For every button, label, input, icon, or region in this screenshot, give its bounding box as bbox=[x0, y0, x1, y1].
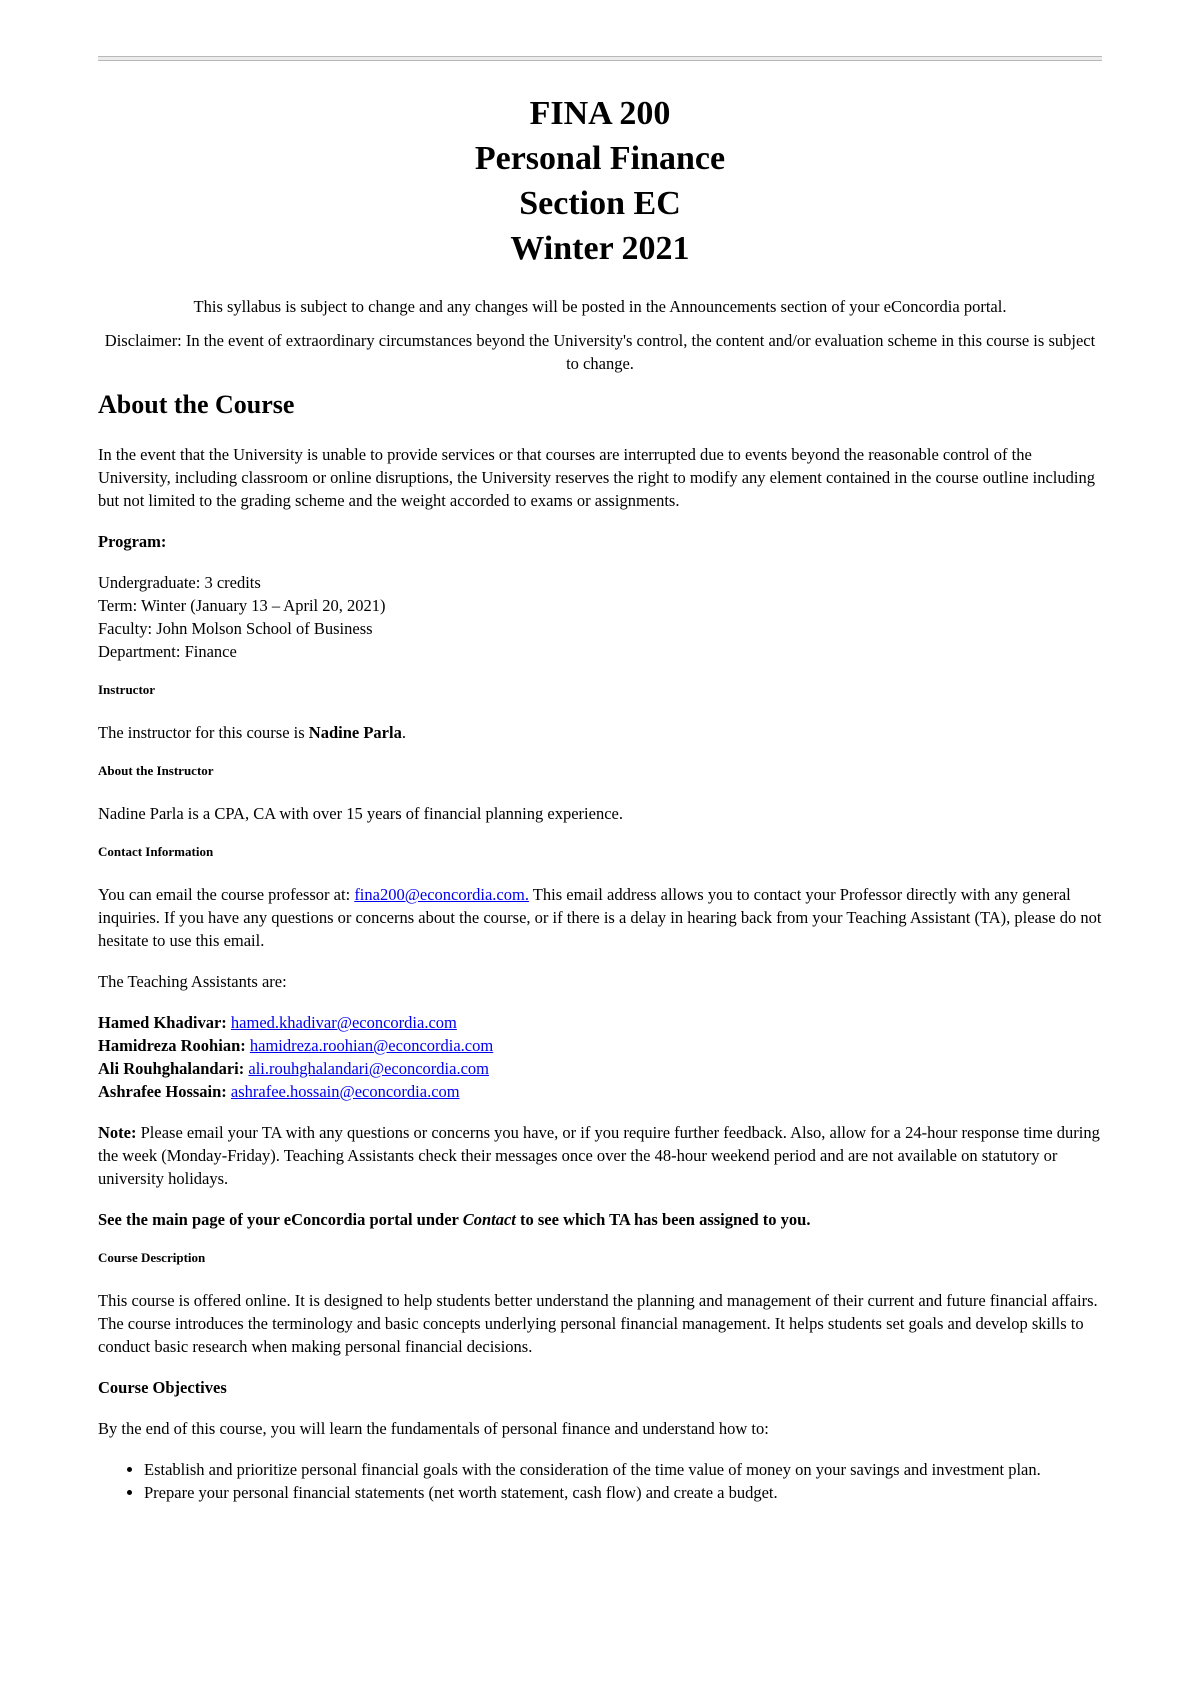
objective-item: • Establish and prioritize personal financial goals with the consideration of the time value of money on your savings and investment plan. bbox=[144, 1458, 1102, 1481]
see-portal-after: to see which TA has been assigned to you. bbox=[515, 1210, 811, 1229]
objectives-list bbox=[98, 1458, 1102, 1504]
contact-paragraph bbox=[98, 883, 1102, 952]
professor-email-link[interactable]: fina200@econcordia.com. bbox=[354, 885, 529, 904]
ta-note-paragraph bbox=[98, 1121, 1102, 1190]
ta-entry bbox=[98, 1011, 1102, 1034]
about-instructor-paragraph: Nadine Parla is a CPA, CA with over 15 years of financial planning experience. bbox=[98, 804, 623, 823]
note-label: Note: bbox=[98, 1123, 137, 1142]
ta-email-link[interactable]: ali.rouhghalandari@econcordia.com bbox=[248, 1059, 489, 1078]
contact-text-after: This email address allows you to contact your Professor directly with any general inquiries. If you have any questions or concerns about the course, or if there is a delay in hearing back from your Teaching Assistant (TA), please do not hesitate to use this email. bbox=[98, 885, 1102, 950]
instructor-text-after: . bbox=[401, 723, 406, 742]
see-portal-contact: Contact bbox=[462, 1210, 516, 1229]
ta-entry bbox=[98, 1080, 1102, 1103]
objective-item: • Prepare your personal financial statements (net worth statement, cash flow) and create a budget. bbox=[144, 1481, 1102, 1504]
ta-name: Hamed Khadivar: bbox=[98, 1013, 227, 1032]
ta-name: Hamidreza Roohian: bbox=[98, 1036, 246, 1055]
note-text: Please email your TA with any questions or concerns you have, or if you require further feedback. Also, allow for a 24-hour response time during the week (Monday-Friday). Teaching Assistants check their messages once over the 48-hour weekend period and are not available on statutory or university holidays. bbox=[98, 1123, 1100, 1188]
program-details bbox=[98, 571, 1102, 663]
ta-entry bbox=[98, 1034, 1102, 1057]
course-objectives-heading: Course Objectives bbox=[98, 1378, 227, 1397]
about-instructor-heading: About the Instructor bbox=[98, 763, 214, 778]
course-title bbox=[98, 91, 1102, 271]
title-line-term: Winter 2021 bbox=[510, 230, 690, 267]
course-objectives-intro: By the end of this course, you will learn the fundamentals of personal finance and understand how to: bbox=[98, 1419, 769, 1438]
see-portal-paragraph bbox=[98, 1208, 1102, 1231]
ta-intro: The Teaching Assistants are: bbox=[98, 972, 287, 991]
ta-email-link[interactable]: hamidreza.roohian@econcordia.com bbox=[249, 1036, 494, 1055]
ta-email-link[interactable]: hamed.khadivar@econcordia.com bbox=[230, 1013, 457, 1032]
ta-list bbox=[98, 1011, 1102, 1103]
about-course-heading: About the Course bbox=[98, 390, 295, 419]
syllabus-note: This syllabus is subject to change and any changes will be posted in the Announcements section of your eConcordia portal. bbox=[193, 297, 1007, 316]
contact-heading: Contact Information bbox=[98, 844, 214, 859]
program-faculty: Faculty: John Molson School of Business bbox=[98, 619, 373, 638]
ta-email-link[interactable]: ashrafee.hossain@econcordia.com bbox=[230, 1082, 460, 1101]
see-portal-before: See the main page of your eConcordia portal under bbox=[98, 1210, 463, 1229]
instructor-heading: Instructor bbox=[98, 682, 156, 697]
program-credits: Undergraduate: 3 credits bbox=[98, 573, 261, 592]
contact-text-before: You can email the course professor at: bbox=[98, 885, 355, 904]
course-description-paragraph: This course is offered online. It is designed to help students better understand the planning and management of their current and future financial affairs. The course introduces the terminology and basic concepts underlying personal financial management. It helps students set goals and develop skills to conduct basic research when making personal financial decisions. bbox=[98, 1291, 1098, 1356]
about-course-paragraph: In the event that the University is unable to provide services or that courses are interrupted due to events beyond the reasonable control of the University, including classroom or online disruptions, the University reserves the right to modify any element contained in the course outline including but not limited to the grading scheme and the weight accorded to exams or assignments. bbox=[98, 445, 1095, 510]
ta-entry bbox=[98, 1057, 1102, 1080]
ta-name: Ashrafee Hossain: bbox=[98, 1082, 227, 1101]
title-line-name: Personal Finance bbox=[474, 140, 726, 177]
instructor-text-before: The instructor for this course is bbox=[98, 723, 309, 742]
see-portal-text bbox=[98, 1210, 810, 1229]
course-description-heading: Course Description bbox=[98, 1250, 206, 1265]
instructor-paragraph bbox=[98, 721, 1102, 744]
ta-name: Ali Rouhghalandari: bbox=[98, 1059, 245, 1078]
title-line-section: Section EC bbox=[519, 185, 681, 222]
top-divider bbox=[98, 56, 1102, 61]
disclaimer-note: Disclaimer: In the event of extraordinary circumstances beyond the University's control, the content and/or evaluation scheme in this course is subject to change. bbox=[104, 331, 1096, 373]
title-line-code: FINA 200 bbox=[529, 95, 671, 132]
instructor-name: Nadine Parla bbox=[308, 723, 402, 742]
program-term: Term: Winter (January 13 – April 20, 2021) bbox=[98, 596, 386, 615]
program-department: Department: Finance bbox=[98, 642, 237, 661]
program-label: Program: bbox=[98, 532, 167, 551]
